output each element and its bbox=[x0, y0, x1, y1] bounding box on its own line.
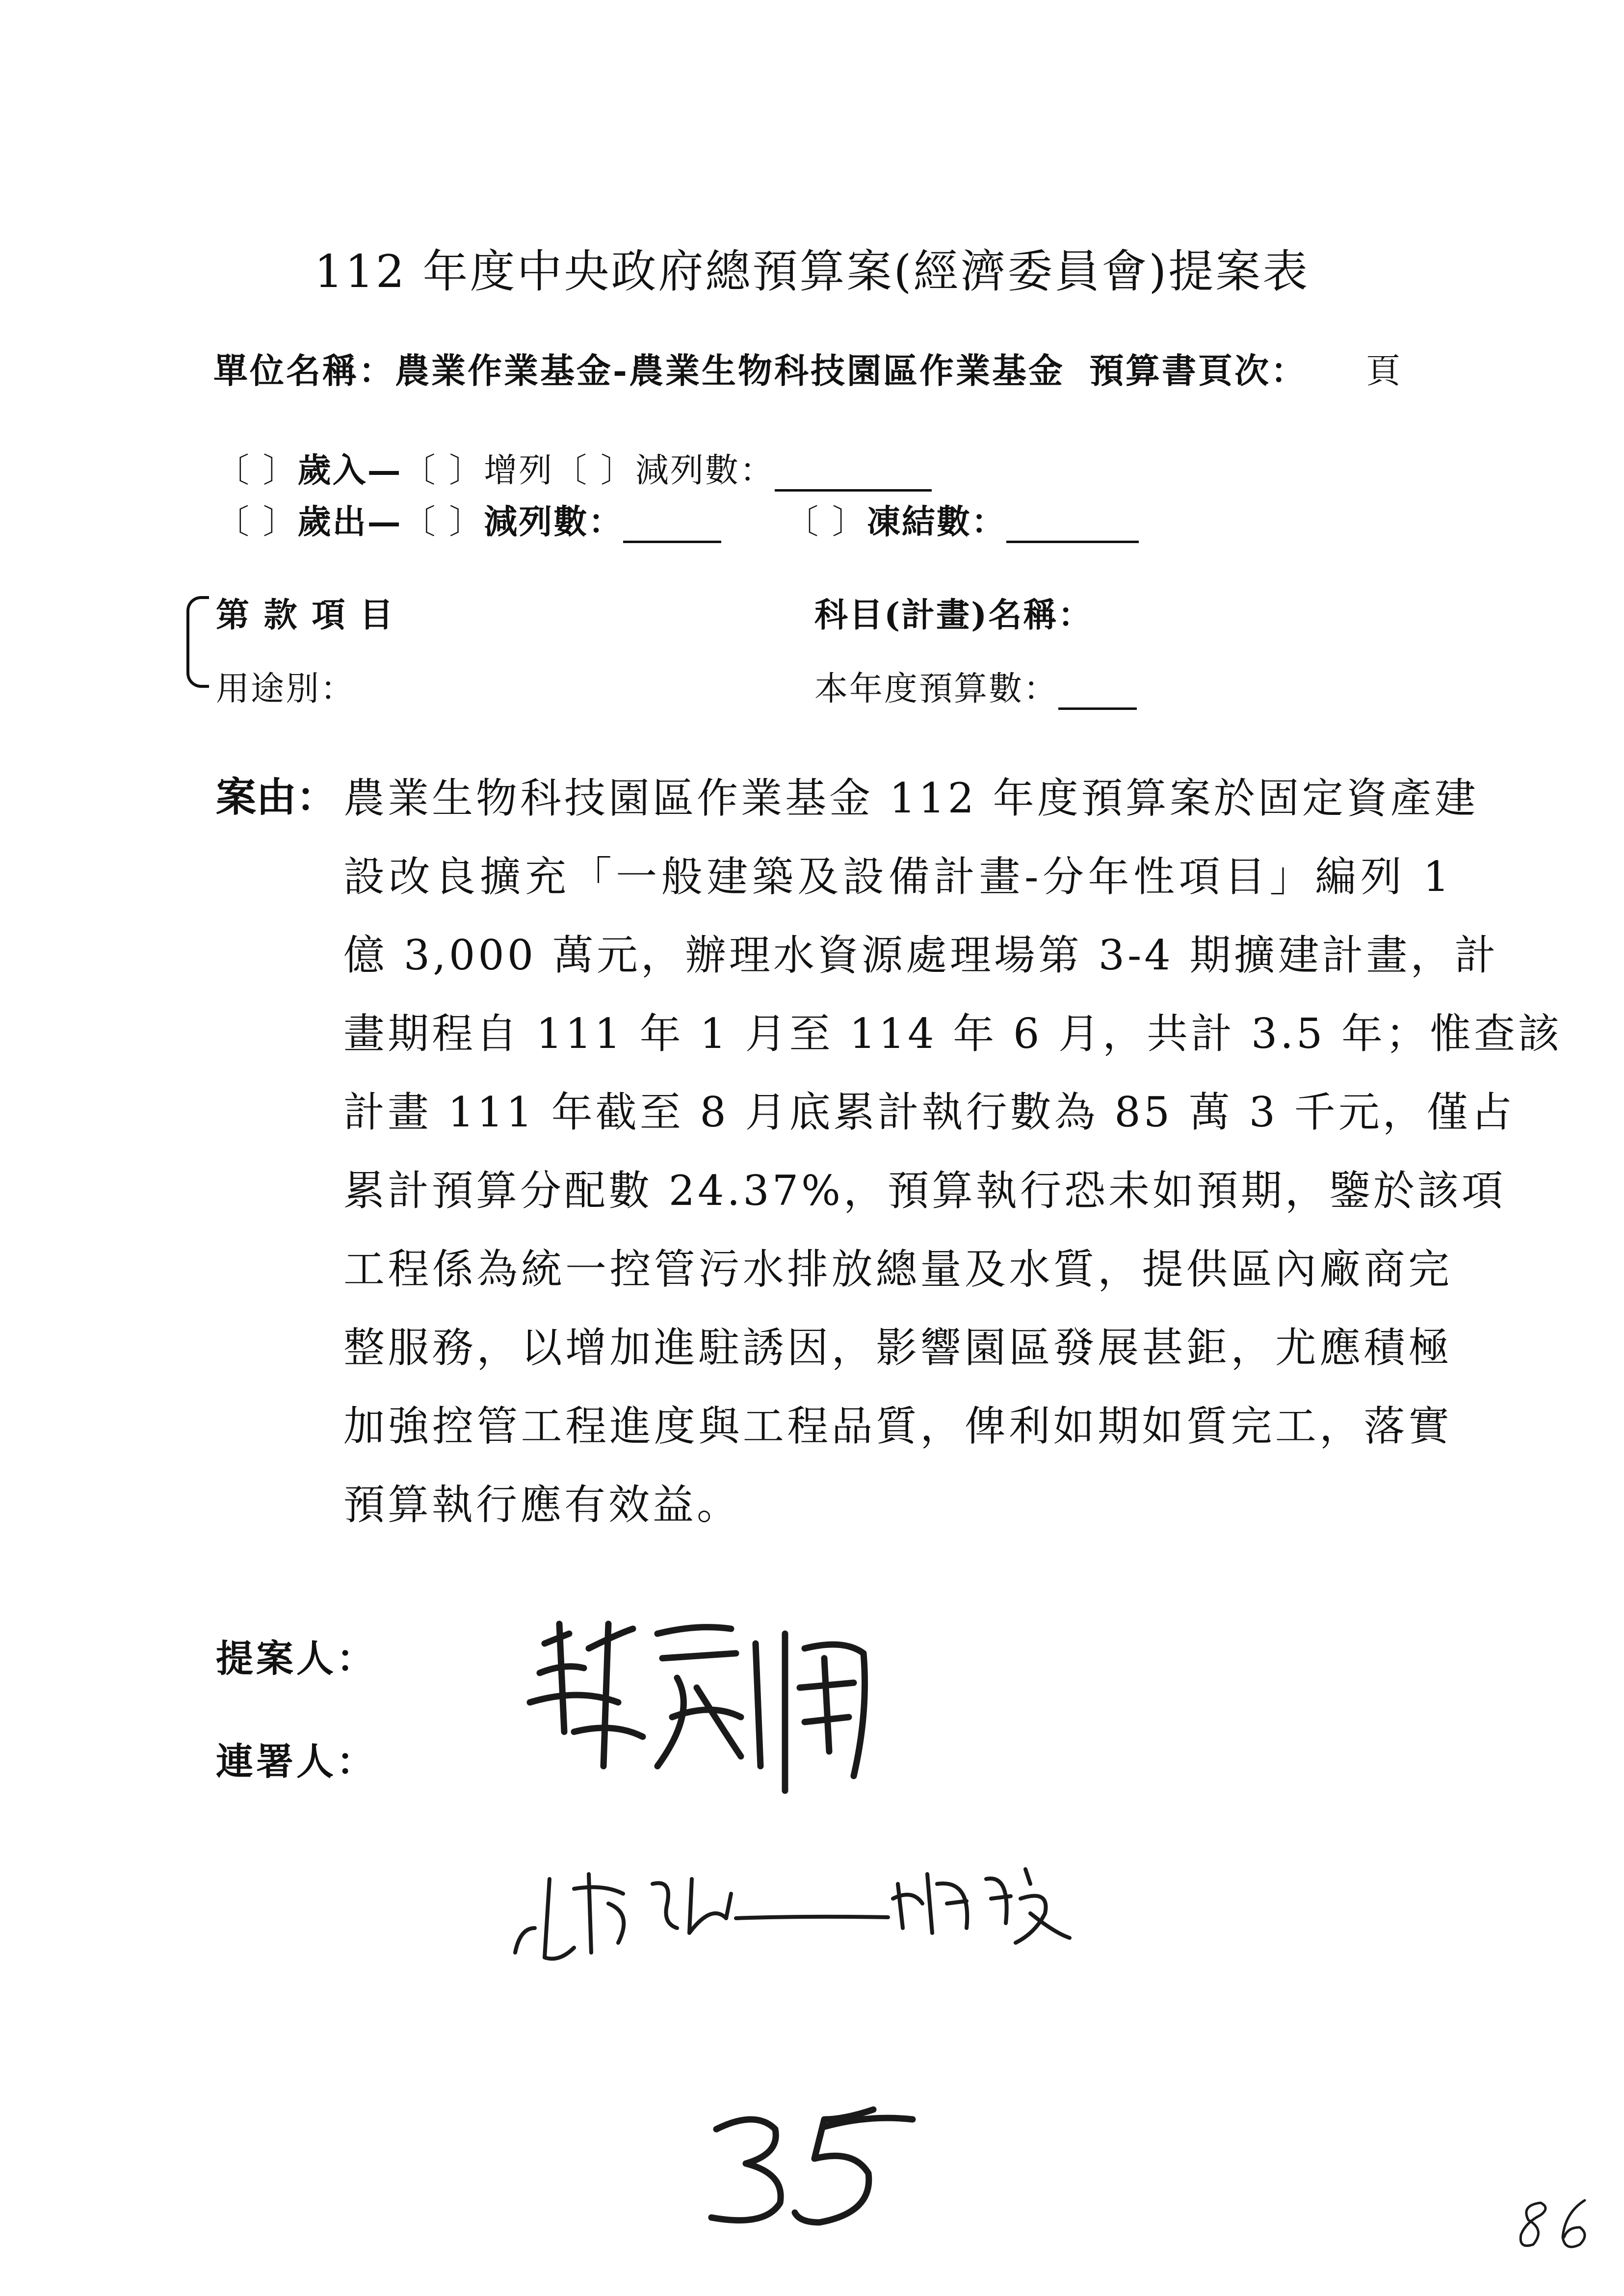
case-text-line: 億 3,000 萬元，辦理水資源處理場第 3-4 期擴建計畫，計 bbox=[343, 931, 1499, 979]
case-text-line: 計畫 111 年截至 8 月底累計執行數為 85 萬 3 千元，僅占 bbox=[343, 1088, 1515, 1136]
expense-checkbox[interactable]: 〔 〕 bbox=[216, 503, 298, 542]
page-number-35 bbox=[697, 2100, 932, 2237]
subject-name-label: 科目(計畫)名稱： bbox=[814, 596, 1093, 635]
annual-budget-row bbox=[814, 662, 1137, 710]
increase-checkbox[interactable]: 〔 〕 bbox=[402, 451, 484, 490]
unit-name: 單位名稱：農業作業基金-農業生物科技園區作業基金 bbox=[213, 350, 1065, 391]
corner-page-number-86 bbox=[1511, 2193, 1609, 2262]
section-item-label: 第 款 項 目 bbox=[216, 596, 395, 635]
cosigner-label: 連署人： bbox=[216, 1740, 377, 1783]
increase-label: 增列 bbox=[484, 451, 554, 490]
case-text-line: 設改良擴充「一般建築及設備計畫-分年性項目」編列 1 bbox=[343, 853, 1452, 901]
decrease-checkbox[interactable]: 〔 〕 bbox=[553, 451, 635, 490]
case-text-line: 畫期程自 111 年 1 月至 114 年 6 月，共計 3.5 年；惟查該 bbox=[343, 1010, 1563, 1058]
proposer-label: 提案人： bbox=[216, 1637, 377, 1680]
case-text-line: 農業生物科技園區作業基金 112 年度預算案於固定資產建 bbox=[343, 774, 1479, 822]
annual-budget-blank[interactable] bbox=[1058, 677, 1137, 710]
revenue-checkbox[interactable]: 〔 〕 bbox=[216, 451, 298, 490]
freeze-label: 凍結數： bbox=[866, 502, 1006, 542]
freeze-blank[interactable] bbox=[1006, 510, 1139, 543]
expense-decrease-blank[interactable] bbox=[623, 510, 721, 543]
unit-line bbox=[213, 343, 1402, 393]
cosigner-signatures bbox=[505, 1830, 1119, 1967]
case-text-line: 加強控管工程進度與工程品質，俾利如期如質完工，落實 bbox=[343, 1402, 1452, 1450]
revenue-label: 歲入— bbox=[297, 451, 402, 490]
freeze-checkbox[interactable]: 〔 〕 bbox=[785, 503, 867, 542]
annual-budget-label: 本年度預算數： bbox=[814, 670, 1059, 708]
page-title: 112 年度中央政府總預算案(經濟委員會)提案表 bbox=[314, 245, 1310, 298]
revenue-row bbox=[216, 444, 932, 492]
budget-page-label: 預算書頁次： bbox=[1089, 350, 1308, 391]
expense-decrease-label: 減列數： bbox=[484, 502, 624, 542]
case-text-line: 累計預算分配數 24.37%，預算執行恐未如預期，鑒於該項 bbox=[343, 1167, 1506, 1215]
case-text-line: 預算執行應有效益。 bbox=[343, 1481, 741, 1529]
usage-label: 用途別： bbox=[216, 670, 356, 708]
case-reason-label: 案由： bbox=[216, 774, 337, 821]
revenue-decrease-blank[interactable] bbox=[775, 459, 932, 492]
expense-row bbox=[216, 496, 1139, 543]
proposer-signature bbox=[510, 1604, 893, 1810]
expense-decrease-checkbox[interactable]: 〔 〕 bbox=[402, 503, 484, 542]
budget-page-unit: 頁 bbox=[1366, 351, 1403, 391]
expense-label: 歲出— bbox=[297, 502, 402, 542]
case-text-line: 工程係為統一控管污水排放總量及水質，提供區內廠商完 bbox=[343, 1245, 1452, 1293]
revenue-decrease-label: 減列數： bbox=[635, 451, 775, 490]
item-brace bbox=[186, 596, 209, 688]
case-text-line: 整服務，以增加進駐誘因，影響園區發展甚鉅，尤應積極 bbox=[343, 1324, 1452, 1372]
